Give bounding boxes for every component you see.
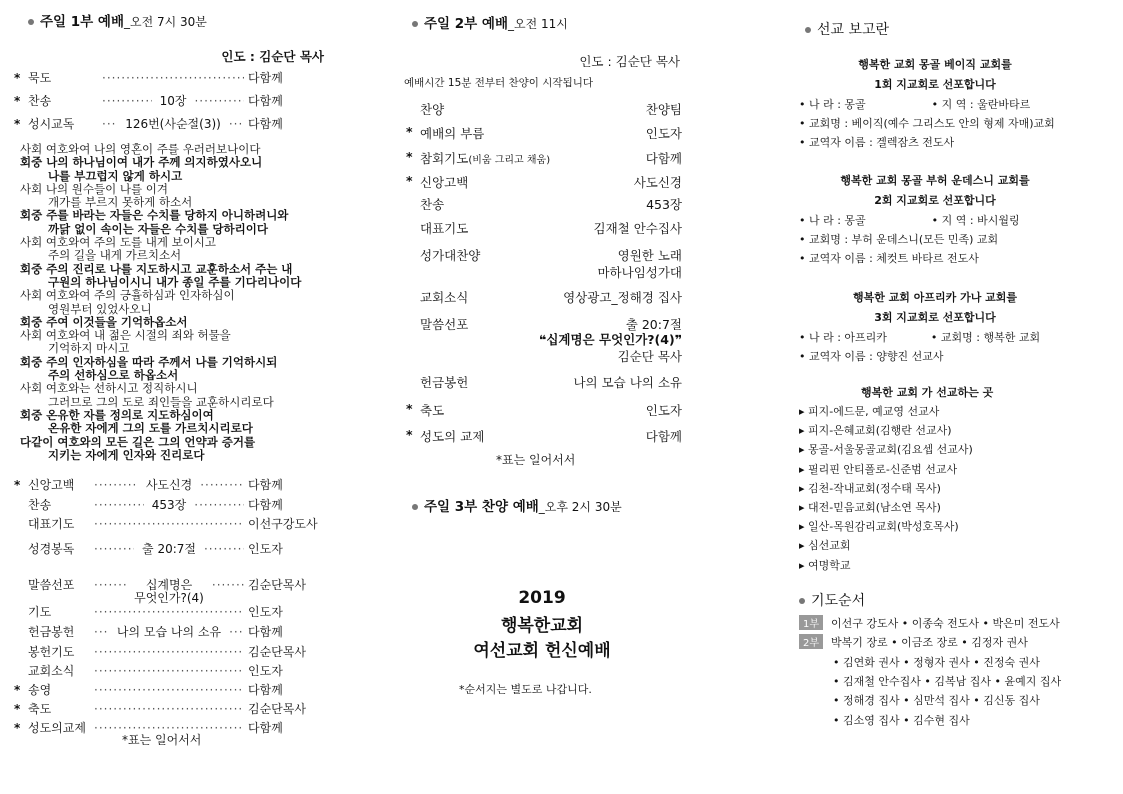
order-value-part: 인 (248, 605, 260, 619)
order-value: 마하나임성가대 (597, 265, 682, 280)
support-item: ▸ 심선교회 (799, 539, 851, 553)
order-label-part: 송 (39, 498, 52, 512)
order-label-part: 찬 (28, 94, 40, 108)
order-label: 참회기도(비움 그리고 채움) (420, 151, 551, 166)
litany-line: 회중 주를 바라는 자들은 수치를 당하지 아니하려니와 (20, 208, 289, 223)
order-value-part: 다 (248, 683, 260, 697)
order-value-part: 함 (259, 498, 272, 512)
litany-line: 지키는 자에게 인자와 진리로다 (48, 447, 205, 462)
order-row (406, 124, 682, 142)
order-value-part: 이선구강도사 (248, 517, 318, 531)
order-value-part: 께 (271, 498, 283, 512)
order-value-part: 자 (271, 542, 283, 556)
mission-detail-line: • 나 라 : 몽골 • 지 역 : 바시월링 (799, 214, 1020, 227)
event-church: 행복한교회 (500, 616, 584, 636)
order-label (28, 115, 98, 132)
order-row (14, 496, 326, 514)
mission-detail-line: • 교회명 : 베이직(예수 그리스도 안의 형제 자매)교회 (799, 117, 1055, 130)
service1-time: _오전 7시 30분 (124, 15, 207, 29)
leader-dots (204, 542, 244, 556)
prayer-row (833, 673, 1061, 689)
leader-dots (94, 517, 244, 531)
order-value-part: 다 (248, 478, 260, 492)
order-row (406, 427, 682, 445)
order-value-part: 인 (248, 542, 260, 556)
prayer-names: • 김소영 집사 • 김수현 집사 (833, 713, 970, 727)
support-item: ▸ 피지-에드문, 예교영 선교사 (799, 405, 940, 418)
order-value-part: 다 (248, 94, 260, 108)
mission-block-declaration: 1회 지교회로 선포합니다 (874, 78, 996, 91)
order-value (248, 540, 326, 557)
support-item: ▸ 일산-목원감리교회(박성호목사) (799, 520, 959, 534)
order-label (28, 515, 90, 532)
prayer-service-tag: 2부 (799, 634, 823, 649)
leader-dots (194, 94, 244, 108)
order-row (14, 576, 326, 604)
litany-line: 구원의 하나님이시니 내가 종일 주를 기다리나이다 (48, 274, 302, 289)
order-label (28, 700, 90, 717)
prayer-header (799, 590, 865, 610)
service1-litany (20, 143, 301, 462)
standing-mark: * (14, 683, 21, 697)
mission-title: 선교 보고란 (817, 22, 890, 38)
order-label-part: 신앙고백 (28, 478, 75, 492)
litany-line: 영원부터 있었사오니 (48, 301, 152, 316)
leader-dots (94, 645, 244, 659)
order-label: 예배의 부름 (420, 126, 485, 141)
service2-leader: 인도 : 김순단 목사 (579, 54, 680, 69)
order-label (28, 476, 90, 493)
order-value: 김순단 목사 (617, 349, 682, 364)
order-label-part: 영 (39, 683, 52, 697)
order-row (406, 401, 682, 419)
mission-block-heading: 행복한 교회 몽골 부허 운데스니 교회를 (840, 174, 1030, 187)
litany-line: 사회 여호와여 내 젊은 시절의 죄와 허물을 (20, 328, 231, 343)
leader-dots (94, 683, 244, 697)
order-row (14, 700, 326, 718)
prayer-names: 박복기 장로 • 이금조 장로 • 김정자 권사 (831, 636, 1028, 650)
prayer-row (799, 634, 1028, 650)
order-value (248, 603, 326, 620)
order-label (28, 681, 90, 698)
support-item: ▸ 여명학교 (799, 558, 851, 572)
service3-header (412, 495, 622, 515)
bullet-icon (28, 19, 34, 25)
order-label-part: 대표기도 (28, 517, 75, 531)
order-value-part: 도 (259, 664, 272, 678)
order-value: 나의 모습 나의 소유 (573, 375, 682, 390)
order-label: 성가대찬양 (420, 248, 481, 263)
order-label: 대표기도 (420, 221, 469, 236)
order-row (406, 173, 682, 191)
mission-detail-line: • 교역자 이름 : 양향진 선교사 (799, 350, 944, 363)
order-value (248, 92, 326, 109)
mission-block-heading: 행복한 교회 몽골 베이직 교회를 (858, 58, 1012, 71)
standing-mark: * (14, 94, 21, 108)
standing-mark: * (406, 427, 413, 442)
order-label (28, 662, 90, 679)
order-label: 축도 (420, 403, 445, 418)
order-value: 453장 (646, 197, 682, 212)
order-label-part: 도 (39, 71, 52, 85)
order-label-part: 도 (39, 605, 52, 619)
order-value-part: 함 (259, 117, 272, 131)
order-label-part: 성도의교제 (28, 721, 86, 735)
order-value (248, 719, 326, 736)
order-value (248, 576, 326, 593)
leader-dots (94, 478, 138, 492)
event-name: 여선교회 헌신예배 (473, 641, 611, 661)
order-value-part: 다 (248, 721, 260, 735)
litany-line: 까닭 없이 속이는 자들은 수치를 당하리이다 (48, 221, 268, 236)
order-detail: 십계명은 무엇인가?(4) (134, 578, 204, 605)
bullet-icon (412, 21, 418, 27)
order-row (14, 681, 326, 699)
order-row (14, 69, 326, 87)
standing-mark: * (406, 401, 413, 416)
order-value-part: 다 (248, 625, 260, 639)
order-label (28, 92, 98, 109)
support-item: ▸ 피지-은혜교회(김행란 선교사) (799, 424, 952, 438)
prayer-row (799, 615, 1060, 631)
order-value-part: 도 (259, 605, 272, 619)
litany-line: 사회 여호와여 주의 긍휼하심과 인자하심이 (20, 288, 235, 303)
order-value-part: 자 (271, 664, 283, 678)
standing-mark: * (14, 117, 21, 131)
standing-mark: * (14, 702, 21, 716)
order-value: 인도자 (645, 403, 682, 418)
prayer-title: 기도순서 (811, 593, 866, 609)
order-value (248, 681, 326, 698)
order-value-part: 함 (259, 94, 272, 108)
mission-block-declaration: 2회 지교회로 선포합니다 (874, 194, 996, 207)
bullet-icon (805, 27, 811, 33)
mission-detail-line: • 나 라 : 몽골 • 지 역 : 울란바타르 (799, 98, 1031, 111)
order-label: 찬송 (420, 197, 445, 212)
prayer-names: • 김연화 권사 • 정형자 권사 • 진정숙 권사 (833, 655, 1040, 669)
litany-line: 사회 여호와여 나의 영혼이 주를 우러러보나이다 (20, 142, 261, 156)
order-label (28, 719, 90, 736)
event-year: 2019 (518, 588, 566, 608)
support-item: ▸ 몽골-서울몽골교회(김요셉 선교사) (799, 443, 973, 457)
order-value: 출 20:7절 (625, 317, 682, 332)
order-value (248, 662, 326, 679)
order-value (248, 700, 326, 717)
leader-dots (102, 94, 152, 108)
leader-dots (194, 498, 244, 512)
mission-detail-line: • 교회명 : 부허 운데스니(모든 민족) 교회 (799, 233, 999, 246)
mission-detail-line: • 교역자 이름 : 겔렉잠츠 전도사 (799, 136, 955, 149)
order-label-part: 찬 (28, 498, 40, 512)
prayer-row (833, 654, 1040, 670)
order-label-part: 도 (39, 702, 52, 716)
leader-dots (102, 117, 117, 131)
order-label-note: (비움 그리고 채움) (468, 155, 551, 166)
order-value-part: 다 (248, 71, 260, 85)
bullet-icon (412, 504, 418, 510)
support-item: ▸ 김천-작내교회(정수태 목사) (799, 481, 941, 495)
order-row (420, 246, 682, 264)
order-row (14, 623, 326, 641)
order-row (14, 603, 326, 621)
order-label-part: 봉헌기도 (28, 645, 75, 659)
leader-dots (229, 117, 244, 131)
order-value-part: 김순단목사 (248, 702, 306, 716)
order-value: 영상광고_정해경 집사 (563, 290, 682, 305)
order-value (248, 476, 326, 493)
order-value: 영원한 노래 (617, 248, 682, 263)
bullet-icon (799, 598, 805, 604)
order-value-part: 자 (271, 605, 283, 619)
litany-line: 기억하지 마시고 (48, 341, 130, 356)
order-value-part: 김순단목사 (248, 578, 306, 592)
prayer-names: • 정해경 집사 • 심만석 집사 • 김신동 집사 (833, 694, 1040, 708)
order-label (28, 576, 90, 593)
order-label: 성도의 교제 (420, 429, 485, 444)
order-label (28, 643, 90, 660)
order-value (248, 623, 326, 640)
order-row (420, 288, 682, 306)
order-label: 신앙고백 (420, 175, 469, 190)
order-value: 다함께 (645, 429, 682, 444)
order-label-part: 성시교독 (28, 117, 75, 131)
litany-line: 다같이 여호와의 모든 길은 그의 언약과 증거를 (20, 434, 256, 449)
order-value-part: 께 (271, 683, 283, 697)
order-label: 찬양 (420, 102, 445, 117)
order-label-part: 헌금봉헌 (28, 625, 75, 639)
order-value-part: 김순단목사 (248, 645, 306, 659)
order-detail: 사도신경 (145, 478, 193, 492)
order-value-part: 함 (259, 71, 272, 85)
event-note: *순서지는 별도로 나갑니다. (459, 683, 592, 696)
prayer-row (833, 692, 1040, 708)
leader-dots (94, 625, 109, 639)
order-label (28, 69, 98, 86)
order-label-part: 기 (28, 605, 40, 619)
order-value: 김재철 안수집사 (593, 221, 682, 236)
order-value-part: 께 (271, 94, 283, 108)
order-label-part: 성경봉독 (28, 542, 75, 556)
service2-time: _오전 11시 (508, 17, 568, 31)
standing-mark: * (14, 71, 21, 85)
order-label-part: 묵 (28, 71, 40, 85)
litany-line: 주의 길을 내게 가르치소서 (48, 248, 182, 263)
order-detail: 453장 (151, 498, 187, 512)
praise-start-note: 예배시간 15분 전부터 찬양이 시작됩니다 (404, 77, 593, 89)
litany-line: 사회 여호와여 주의 도를 내게 보이시고 (20, 235, 217, 250)
service1-leader: 인도 : 김순단 목사 (221, 49, 324, 64)
prayer-service-tag: 1부 (799, 615, 823, 630)
service2-title: 주일 2부 예배 (424, 16, 508, 32)
order-value-part: 함 (259, 625, 272, 639)
standing-mark: * (406, 124, 413, 139)
order-label-part: 말씀선포 (28, 578, 75, 592)
order-detail: 126번(사순절(3)) (125, 117, 221, 131)
order-value (248, 515, 326, 532)
service1-standing-note: *표는 일어서서 (122, 733, 202, 747)
leader-dots (94, 664, 244, 678)
order-label (28, 623, 90, 640)
order-value: ❝십계명은 무엇인가?(4)❞ (539, 332, 682, 347)
order-value-part: 다 (248, 117, 260, 131)
order-row (420, 373, 682, 391)
leader-dots (200, 478, 244, 492)
service1-title: 주일 1부 예배 (40, 14, 124, 30)
standing-mark: * (406, 173, 413, 188)
order-label-part: 교회소식 (28, 664, 75, 678)
order-label: 교회소식 (420, 290, 469, 305)
litany-line: 회중 주의 인자하심을 따라 주께서 나를 기억하시되 (20, 354, 278, 369)
support-title: 행복한 교회 가 선교하는 곳 (861, 386, 994, 399)
mission-detail-line: • 교역자 이름 : 체컷트 바타르 전도사 (799, 252, 979, 265)
litany-line: 회중 주의 진리로 나를 지도하시고 교훈하소서 주는 내 (20, 261, 293, 276)
order-row (14, 643, 326, 661)
order-value-part: 께 (271, 71, 283, 85)
leader-dots (229, 625, 244, 639)
order-label-part: 송 (39, 94, 52, 108)
support-item: ▸ 필리핀 안티폴로-신준범 선교사 (799, 462, 958, 476)
order-value: 사도신경 (633, 175, 682, 190)
order-row (420, 263, 682, 281)
order-row (420, 100, 682, 118)
standing-mark: * (14, 721, 21, 735)
litany-line: 개가를 부르지 못하게 하소서 (48, 195, 193, 210)
order-row (420, 330, 682, 348)
order-row (14, 540, 326, 558)
order-value-part: 도 (259, 542, 272, 556)
service2-header (412, 12, 568, 32)
leader-dots (102, 71, 244, 85)
service3-title: 주일 3부 찬양 예배 (424, 499, 539, 515)
litany-line: 회중 나의 하나님이여 내가 주께 의지하였사오니 (20, 155, 263, 170)
litany-line: 주의 선하심으로 하옵소서 (48, 368, 179, 383)
order-row (14, 662, 326, 680)
standing-mark: * (406, 149, 413, 164)
order-row (406, 149, 682, 167)
mission-block-heading: 행복한 교회 아프리카 가나 교회를 (852, 291, 1018, 304)
order-detail: 나의 모습 나의 소유 (116, 625, 222, 639)
mission-header (805, 19, 889, 39)
order-row (14, 92, 326, 110)
leader-dots (94, 542, 134, 556)
order-label-part: 송 (28, 683, 40, 697)
order-label-part: 축 (28, 702, 40, 716)
order-value-part: 다 (248, 498, 260, 512)
litany-line: 사회 여호와는 선하시고 정직하시니 (20, 381, 198, 396)
order-label (28, 603, 90, 620)
order-value-part: 함 (259, 683, 272, 697)
order-detail: 10장 (159, 94, 187, 108)
litany-line: 회중 온유한 자를 정의로 지도하심이여 (20, 407, 214, 422)
order-detail: 출 20:7절 (142, 542, 196, 556)
order-value: 인도자 (645, 126, 682, 141)
order-label (28, 540, 90, 557)
order-row (14, 115, 326, 133)
litany-line: 온유한 자에게 그의 도를 가르치시리로다 (48, 421, 253, 436)
order-value-part: 께 (271, 625, 283, 639)
order-value-part: 께 (271, 117, 283, 131)
leader-dots (94, 498, 144, 512)
support-item: ▸ 대전-믿음교회(남소연 목사) (799, 501, 941, 514)
prayer-names: • 김재철 안수집사 • 김복남 집사 • 윤예지 집사 (833, 674, 1062, 688)
order-label: 말씀선포 (420, 317, 469, 332)
order-value (248, 643, 326, 660)
service3-time: _오후 2시 30분 (538, 500, 622, 514)
order-value-part: 께 (271, 478, 283, 492)
order-value-part: 인 (248, 664, 260, 678)
order-row (14, 476, 326, 494)
order-label (28, 496, 90, 513)
order-value: 다함께 (645, 151, 682, 166)
leader-dots (94, 578, 126, 592)
litany-line: 그러므로 그의 도로 죄인들을 교훈하시리로다 (48, 394, 274, 409)
standing-mark: * (14, 478, 21, 492)
order-value (248, 69, 326, 86)
prayer-row (833, 712, 970, 728)
mission-block-declaration: 3회 지교회로 선포합니다 (874, 311, 996, 324)
order-row (420, 195, 682, 213)
litany-line: 나를 부끄럽지 않게 하시고 (48, 168, 183, 183)
leader-dots (94, 702, 244, 716)
order-value (248, 496, 326, 513)
order-label: 헌금봉헌 (420, 375, 469, 390)
order-row (14, 515, 326, 533)
leader-dots (94, 605, 244, 619)
order-value-part: 함 (259, 721, 272, 735)
service1-header (28, 10, 207, 30)
leader-dots (212, 578, 244, 592)
order-value: 찬양팀 (645, 102, 682, 117)
order-value (248, 115, 326, 132)
order-row (420, 219, 682, 237)
mission-detail-line: • 나 라 : 아프리카 • 교회명 : 행복한 교회 (799, 331, 1041, 344)
order-row (420, 347, 682, 365)
order-value-part: 께 (271, 721, 283, 735)
prayer-names: 이선구 강도사 • 이종숙 전도사 • 박은미 전도사 (831, 617, 1060, 630)
order-value-part: 함 (259, 478, 272, 492)
litany-line: 회중 주여 이것들을 기억하옵소서 (20, 314, 188, 329)
service2-standing-note: *표는 일어서서 (496, 453, 576, 467)
litany-line: 사회 나의 원수들이 나를 이겨 (20, 181, 168, 196)
